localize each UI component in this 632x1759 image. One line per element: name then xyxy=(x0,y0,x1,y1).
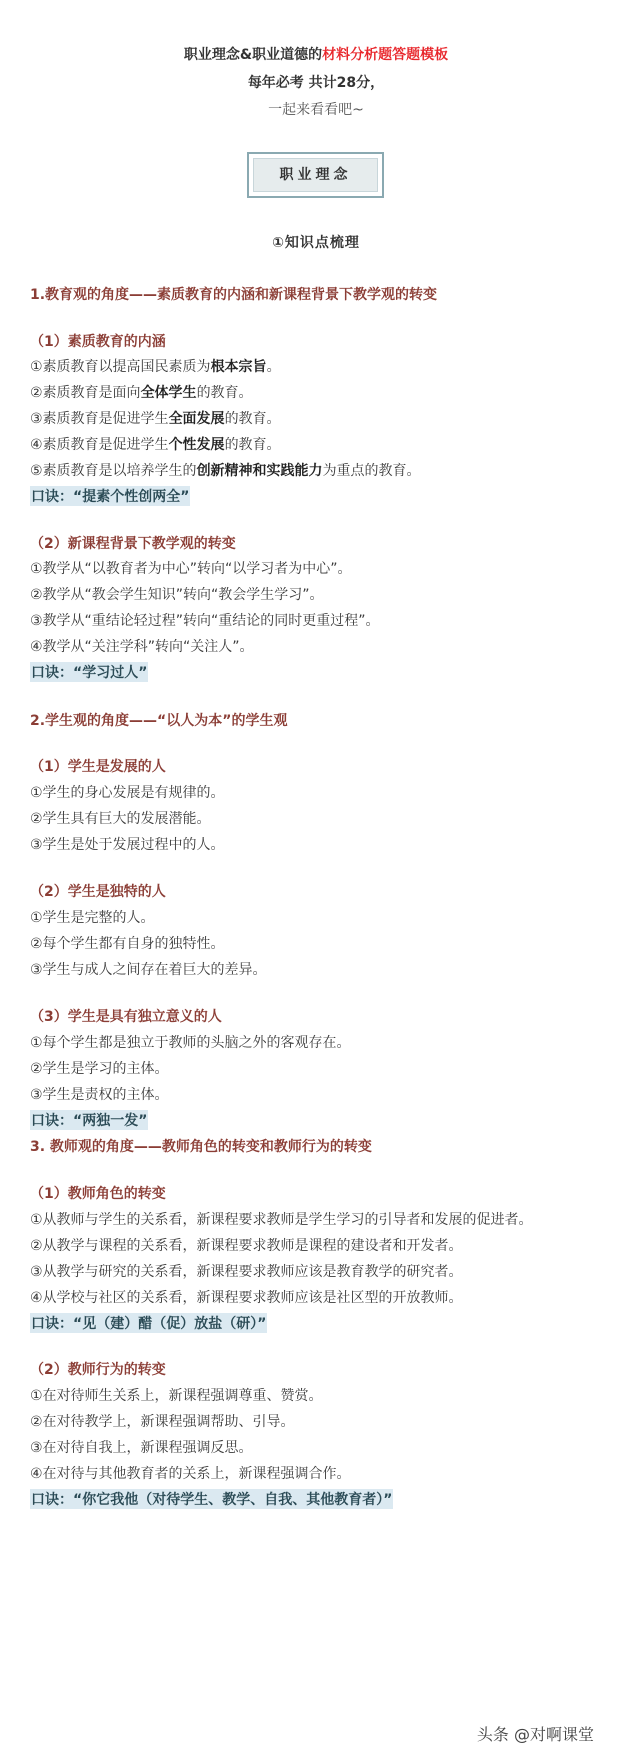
list-item: ①学生是完整的人。 xyxy=(30,910,155,926)
mnemonic: 口诀：“见（建）醋（促）放盐（研）” xyxy=(30,1313,267,1333)
list-item: ②教学从“教会学生知识”转向“教会学生学习”。 xyxy=(30,587,324,603)
list-item: ③素质教育是促进学生全面发展的教育。 xyxy=(30,411,281,427)
subheading: （2）新课程背景下教学观的转变 xyxy=(30,536,236,552)
list-item: ③在对待自我上，新课程强调反思。 xyxy=(30,1440,253,1456)
list-item: ①从教师与学生的关系看，新课程要求教师是学生学习的引导者和发展的促进者。 xyxy=(30,1212,533,1228)
subheading: （2）学生是独特的人 xyxy=(30,884,166,900)
list-item: ②从教学与课程的关系看，新课程要求教师是课程的建设者和开发者。 xyxy=(30,1238,463,1254)
list-item: ②在对待教学上，新课程强调帮助、引导。 xyxy=(30,1414,295,1430)
intro-line-2: 每年必考 共计28分， xyxy=(247,75,385,91)
tag-box-label: 职业理念 xyxy=(253,158,378,192)
intro-line-1 xyxy=(0,44,632,64)
mnemonic: 口诀：“你它我他（对待学生、教学、自我、其他教育者）” xyxy=(30,1489,393,1509)
list-item: ③从教学与研究的关系看，新课程要求教师应该是教育教学的研究者。 xyxy=(30,1264,463,1280)
subheading: （1）教师角色的转变 xyxy=(30,1186,166,1202)
knowledge-title: ①知识点梳理 xyxy=(272,235,360,251)
mnemonic: 口诀：“学习过人” xyxy=(30,662,148,682)
subheading: （1）素质教育的内涵 xyxy=(30,334,166,350)
list-item: ④从学校与社区的关系看，新课程要求教师应该是社区型的开放教师。 xyxy=(30,1290,463,1306)
mnemonic: 口诀：“两独一发” xyxy=(30,1110,148,1130)
list-item: ①在对待师生关系上，新课程强调尊重、赞赏。 xyxy=(30,1388,323,1404)
list-item: ③学生与成人之间存在着巨大的差异。 xyxy=(30,962,267,978)
intro-line-3: 一起来看看吧~ xyxy=(268,102,364,118)
intro-highlight: 材料分析题答题模板 xyxy=(322,47,449,63)
list-item: ②素质教育是面向全体学生的教育。 xyxy=(30,385,253,401)
list-item: ①素质教育以提高国民素质为根本宗旨。 xyxy=(30,359,281,375)
list-item: ④教学从“关注学科”转向“关注人”。 xyxy=(30,639,254,655)
subheading: （1）学生是发展的人 xyxy=(30,759,166,775)
watermark: 头条 @对啊课堂 xyxy=(476,1725,594,1744)
list-item: ⑤素质教育是以培养学生的创新精神和实践能力为重点的教育。 xyxy=(30,463,421,479)
list-item: ③学生是责权的主体。 xyxy=(30,1087,169,1103)
list-item: ①每个学生都是独立于教师的头脑之外的客观存在。 xyxy=(30,1035,351,1051)
list-item: ④在对待与其他教育者的关系上，新课程强调合作。 xyxy=(30,1466,351,1482)
list-item: ②学生是学习的主体。 xyxy=(30,1061,169,1077)
section-heading-3: 3. 教师观的角度——教师角色的转变和教师行为的转变 xyxy=(30,1139,372,1155)
intro-prefix: 职业理念&职业道德的 xyxy=(183,47,323,63)
subheading: （2）教师行为的转变 xyxy=(30,1362,166,1378)
list-item: ③学生是处于发展过程中的人。 xyxy=(30,837,225,853)
list-item: ①学生的身心发展是有规律的。 xyxy=(30,785,225,801)
section-heading-1: 1.教育观的角度——素质教育的内涵和新课程背景下教学观的转变 xyxy=(30,287,438,303)
list-item: ②每个学生都有自身的独特性。 xyxy=(30,936,225,952)
list-item: ③教学从“重结论轻过程”转向“重结论的同时更重过程”。 xyxy=(30,613,380,629)
mnemonic: 口诀：“提素个性创两全” xyxy=(30,486,190,506)
list-item: ②学生具有巨大的发展潜能。 xyxy=(30,811,211,827)
list-item: ④素质教育是促进学生个性发展的教育。 xyxy=(30,437,281,453)
subheading: （3）学生是具有独立意义的人 xyxy=(30,1009,222,1025)
section-heading-2: 2.学生观的角度——“以人为本”的学生观 xyxy=(30,713,288,729)
list-item: ①教学从“以教育者为中心”转向“以学习者为中心”。 xyxy=(30,561,352,577)
